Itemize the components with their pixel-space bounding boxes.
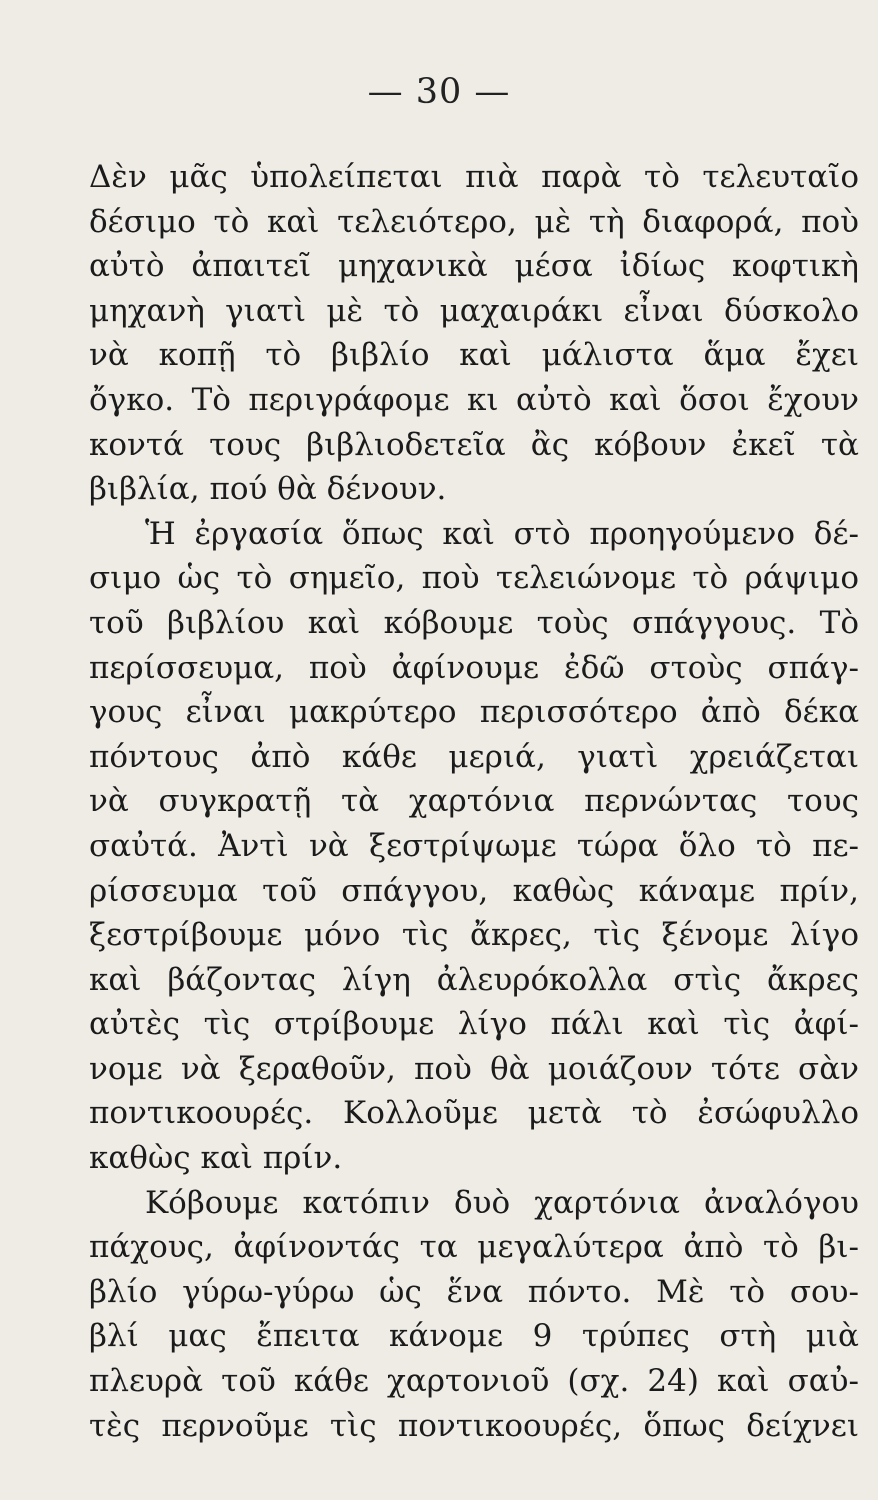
text-line: νομε νὰ ξεραθοῦν, ποὺ θὰ μοιάζουν τότε σὰν — [89, 1050, 859, 1087]
text-line: περίσσευμα, ποὺ ἀφίνουμε ἐδῶ στοὺς σπάγ- — [89, 649, 859, 686]
text-line: μηχανὴ γιατὶ μὲ τὸ μαχαιράκι εἶναι δύσκολο — [89, 292, 859, 329]
text-line: νὰ συγκρατῇ τὰ χαρτόνια περνώντας τους — [89, 783, 859, 820]
text-line: κοντά τους βιβλιοδετεῖα ἂς κόβουν ἐκεῖ τὰ — [89, 426, 859, 463]
text-line: καθὼς καὶ πρίν. — [89, 1140, 343, 1177]
text-line: γους εἶναι μακρύτερο περισσότερο ἀπὸ δέκα — [89, 694, 859, 731]
text-line: βλίο γύρω-γύρω ὡς ἕνα πόντο. Μὲ τὸ σου- — [89, 1273, 859, 1310]
text-line: πόντους ἀπὸ κάθε μεριά, γιατὶ χρειάζεται — [89, 738, 859, 775]
text-line: βιβλία, πού θὰ δένουν. — [89, 471, 447, 508]
text-line: Δὲν μᾶς ὑπολείπεται πιὰ παρὰ τὸ τελευταῖο — [89, 159, 859, 195]
text-line: σιμο ὡς τὸ σημεῖο, ποὺ τελειώνομε τὸ ράψιμο — [89, 560, 859, 597]
text-line: σαὐτά. Ἀντὶ νὰ ξεστρίψωμε τώρα ὅλο τὸ πε- — [89, 827, 859, 864]
text-line: ὄγκο. Τὸ περιγράφομε κι αὐτὸ καὶ ὅσοι ἔχουν — [89, 381, 859, 418]
text-line: δέσιμο τὸ καὶ τελειότερο, μὲ τὴ διαφορά, ποὺ — [89, 203, 859, 240]
text-line: Ἡ ἐργασία ὅπως καὶ στὸ προηγούμενο δέ- — [145, 515, 859, 552]
text-line: τὲς περνοῦμε τὶς ποντικοουρές, ὅπως δείχνει — [89, 1407, 859, 1444]
page-number: — 30 — — [367, 72, 511, 112]
text-line: τοῦ βιβλίου καὶ κόβουμε τοὺς σπάγγους. Τὸ — [89, 604, 859, 641]
text-line: ξεστρίβουμε μόνο τὶς ἄκρες, τὶς ξένομε λίγο — [89, 917, 859, 954]
text-line: αὐτὸ ἀπαιτεῖ μηχανικὰ μέσα ἰδίως κοφτικὴ — [89, 248, 859, 285]
text-line: ποντικοουρές. Κολλοῦμε μετὰ τὸ ἐσώφυλλο — [89, 1095, 859, 1132]
body-text — [89, 155, 859, 1448]
text-line: νὰ κοπῇ τὸ βιβλίο καὶ μάλιστα ἅμα ἔχει — [89, 337, 859, 374]
text-line: καὶ βάζοντας λίγη ἀλευρόκολλα στὶς ἄκρες — [89, 961, 859, 998]
text-line: βλί μας ἔπειτα κάνομε 9 τρύπες στὴ μιὰ — [89, 1318, 859, 1355]
text-line: πάχους, ἀφίνοντάς τα μεγαλύτερα ἀπὸ τὸ βι- — [89, 1229, 859, 1266]
text-line: Κόβουμε κατόπιν δυὸ χαρτόνια ἀναλόγου — [145, 1184, 859, 1221]
text-line: ρίσσευμα τοῦ σπάγγου, καθὼς κάναμε πρίν, — [89, 872, 859, 909]
text-line: αὐτὲς τὶς στρίβουμε λίγο πάλι καὶ τὶς ἀφί- — [89, 1006, 859, 1043]
text-line: πλευρὰ τοῦ κάθε χαρτονιοῦ (σχ. 24) καὶ σαὐ- — [89, 1363, 859, 1400]
